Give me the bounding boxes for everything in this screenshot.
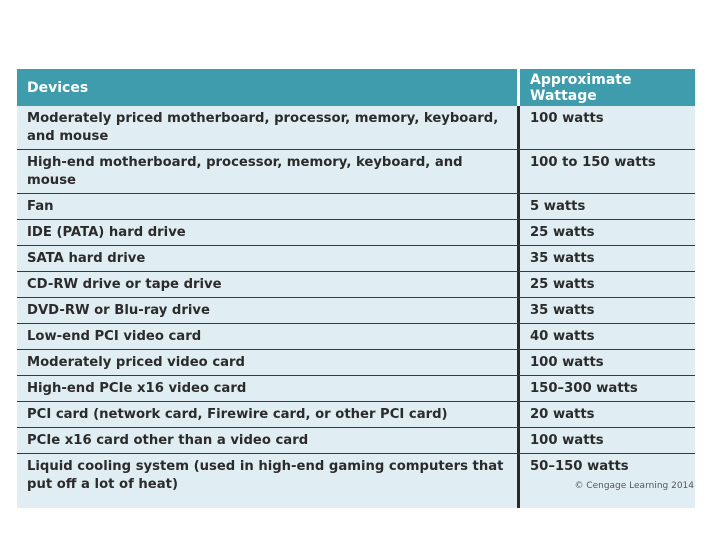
device-cell: IDE (PATA) hard drive [27,225,186,240]
device-cell: SATA hard drive [27,251,146,266]
wattage-cell: 5 watts [530,199,586,214]
table-header-row [17,69,695,106]
header-approximate-wattage: Approximate Wattage [530,71,632,104]
device-cell: Liquid cooling system (used in high-end gaming computers that put off a lot of heat) [27,459,504,492]
table-row [17,402,695,428]
device-cell: Fan [27,199,54,214]
wattage-cell: 150–300 watts [530,381,638,396]
wattage-cell: 100 watts [530,111,604,126]
wattage-cell: 100 to 150 watts [530,155,656,170]
wattage-cell: 35 watts [530,251,595,266]
wattage-cell: 100 watts [530,433,604,448]
table-row [17,194,695,220]
table-row [17,350,695,376]
table-row [17,150,695,194]
wattage-cell: 25 watts [530,225,595,240]
device-cell: Moderately priced video card [27,355,245,370]
table-row [17,298,695,324]
wattage-cell: 35 watts [530,303,595,318]
wattage-cell: 20 watts [530,407,595,422]
table-row [17,428,695,454]
table-row [17,220,695,246]
table-row [17,376,695,402]
device-cell: PCIe x16 card other than a video card [27,433,309,448]
wattage-cell: 100 watts [530,355,604,370]
wattage-cell: 25 watts [530,277,595,292]
copyright-credit: © Cengage Learning 2014 [574,481,694,491]
header-devices: Devices [27,79,89,96]
device-cell: Moderately priced motherboard, processor, memory, keyboard, and mouse [27,111,499,144]
device-cell: High-end PCIe x16 video card [27,381,247,396]
table-row [17,246,695,272]
table-body [17,106,695,508]
device-cell: Low-end PCI video card [27,329,202,344]
table-row [17,106,695,150]
wattage-cell: 40 watts [530,329,595,344]
device-cell: PCI card (network card, Firewire card, or other PCI card) [27,407,448,422]
device-cell: High-end motherboard, processor, memory, keyboard, and mouse [27,155,463,188]
device-cell: CD-RW drive or tape drive [27,277,222,292]
wattage-table [17,69,695,508]
table-row [17,272,695,298]
table-row [17,324,695,350]
wattage-cell: 50–150 watts [530,459,629,474]
device-cell: DVD-RW or Blu-ray drive [27,303,210,318]
